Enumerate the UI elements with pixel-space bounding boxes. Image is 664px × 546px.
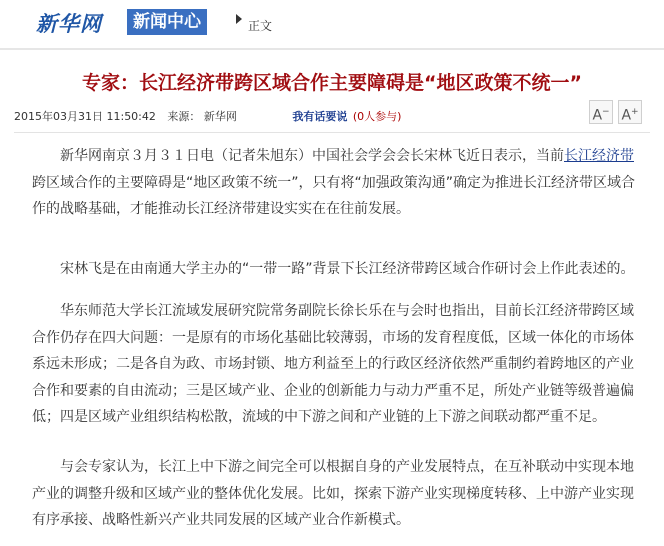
header-divider — [0, 48, 664, 50]
paragraph-1-text-end: 跨区域合作的主要障碍是“地区政策不统一”，只有将“加强政策沟通”确定为推进长江经济带区域合作的战略基础，才能推动长江经济带建设实实在在往前发展。 — [32, 174, 636, 217]
channel-badge[interactable]: 新闻中心 — [127, 9, 207, 35]
font-increase-button[interactable] — [618, 100, 642, 124]
article-source: 来源： 新华网 — [167, 110, 237, 123]
comment-count[interactable]: (0人参与) — [352, 110, 402, 123]
publish-datetime: 2015年03月31日 11:50:42 — [14, 110, 156, 123]
paragraph-1-text-start: 新华网南京３月３１日电（记者朱旭东）中国社会学会会长宋林飞近日表示，当前 — [60, 148, 564, 164]
font-decrease-label: A — [592, 107, 603, 124]
article-title: 专家：长江经济带跨区域合作主要障碍是“地区政策不统一” — [82, 72, 582, 94]
article-paragraph-2: 宋林飞是在由南通大学主办的“一带一路”背景下长江经济带跨区域合作研讨会上作此表述的。 — [60, 261, 635, 277]
site-logo[interactable]: 新华网 — [36, 12, 102, 36]
article-paragraph-3: 华东师范大学长江流域发展研究院常务副院长徐长乐在与会时也指出，目前长江经济带跨区域合作仍存在四大问题：一是原有的市场化基础比较薄弱，市场的发育程度低，区域一体化的市场体系远未形成；二是各自为政、市场封锁、地方利益至上的行政区经济依然严重制约着跨地区的产业合作和要素的自由流动；三是区域产业、企业的创新能力与动力严重不足，所处产业链等级普遍偏低；四是区域产业组织结构松散，流域的中下游之间和产业链的上下游之间联动都严重不足。 — [32, 303, 634, 425]
article-paragraph-4: 与会专家认为，长江上中下游之间完全可以根据自身的产业发展特点，在互补联动中实现本地产业的调整升级和区域产业的整体优化发展。比如，探索下游产业实现梯度转移、上中游产业实现有序承接、战略性新兴产业共同发展的区域产业合作新模式。 — [32, 459, 634, 528]
font-decrease-button[interactable] — [589, 100, 613, 124]
breadcrumb-current: 正文 — [248, 19, 273, 33]
keyword-link-yangtze-belt[interactable]: 长江经济带 — [564, 148, 634, 164]
comment-link[interactable]: 我有话要说 — [292, 110, 348, 123]
site-header — [0, 0, 664, 48]
plus-icon: + — [631, 107, 639, 117]
minus-icon: − — [602, 107, 610, 117]
breadcrumb-arrow-icon — [236, 14, 242, 24]
font-increase-label: A — [621, 107, 632, 124]
article-paragraph-1 — [32, 143, 644, 223]
meta-divider — [14, 132, 650, 133]
article-meta — [14, 108, 401, 124]
